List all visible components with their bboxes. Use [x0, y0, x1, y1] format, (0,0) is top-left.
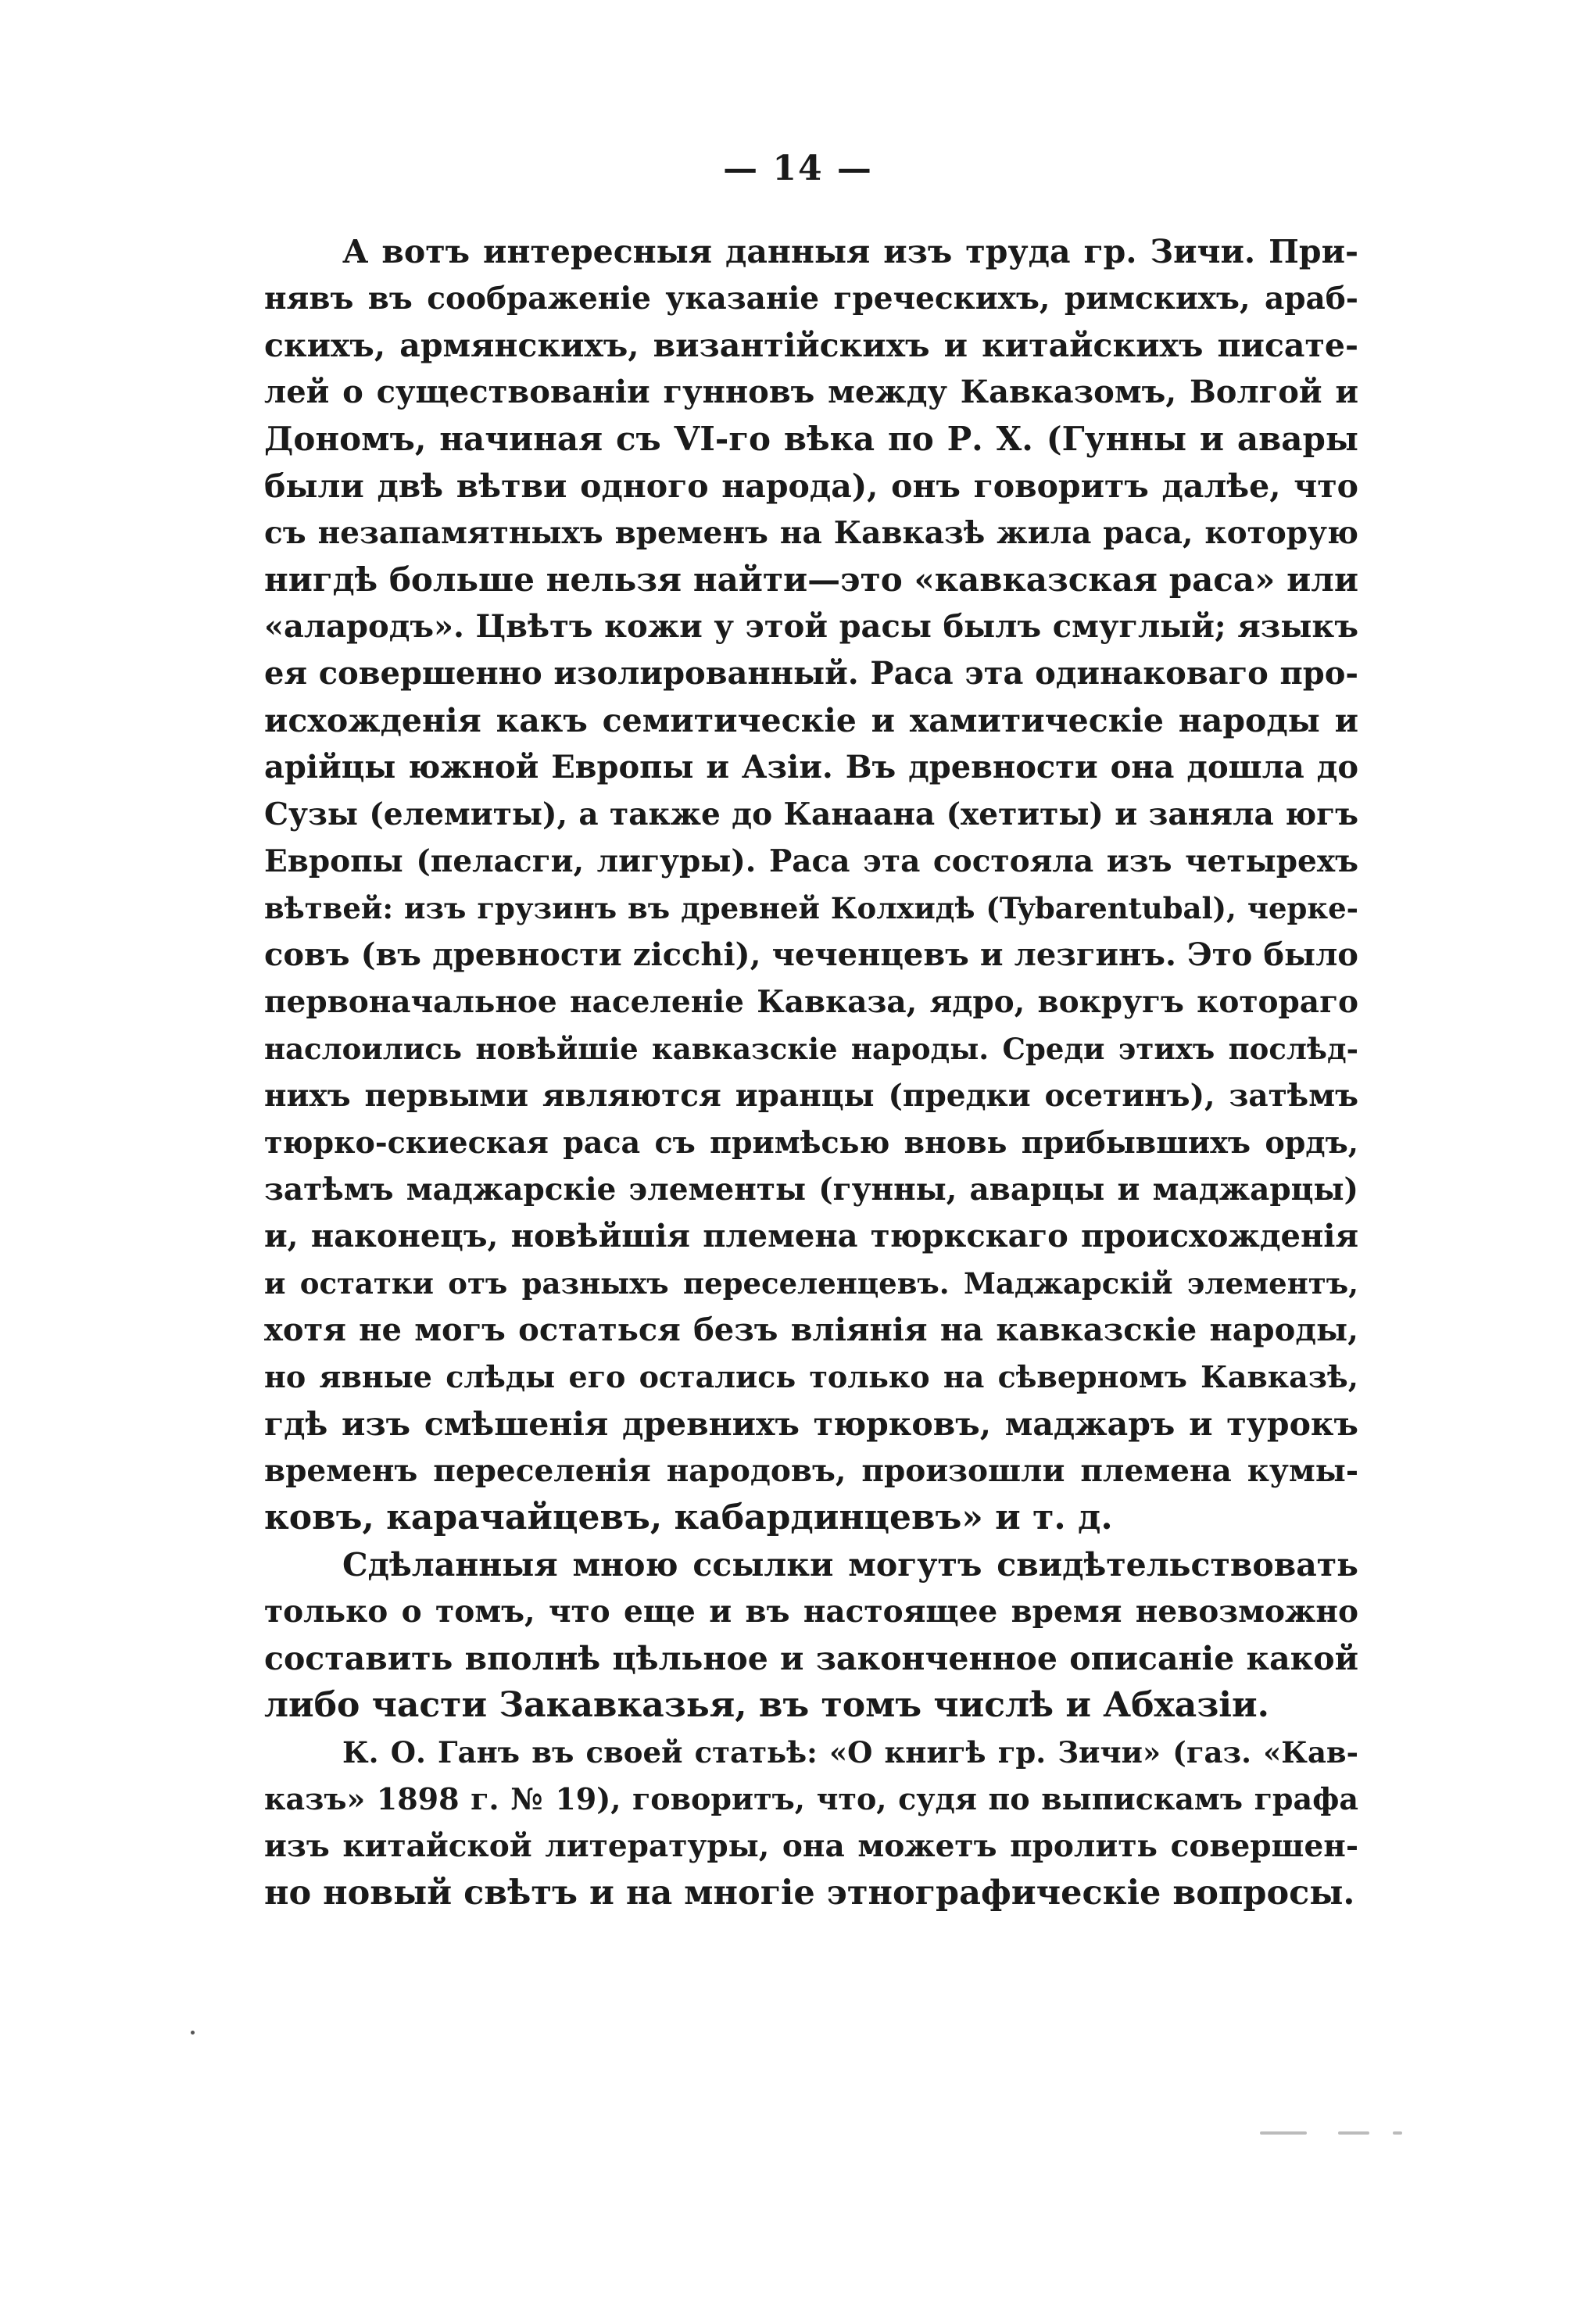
text-line: временъ переселенія народовъ, произошли племена кумы-: [264, 1453, 1358, 1489]
text-line: казъ» 1898 г. № 19), говоритъ, что, судя по выпискамъ графа: [264, 1781, 1358, 1816]
text-line: «алародъ». Цвѣтъ кожи у этой расы былъ смуглый; языкъ: [264, 608, 1358, 645]
text-line: Сузы (елемиты), а также до Канаана (хетиты) и заняла югъ: [264, 796, 1358, 832]
text-line: Европы (пеласги, лигуры). Раса эта состояла изъ четырехъ: [264, 843, 1358, 879]
text-line: были двѣ вѣтви одного народа), онъ говоритъ далѣе, что: [264, 467, 1358, 505]
text-line: первоначальное населеніе Кавказа, ядро, вокругъ котораго: [264, 984, 1358, 1020]
text-line: исхожденія какъ семитическіе и хамитическіе народы и: [264, 702, 1358, 739]
text-line: но явные слѣды его остались только на сѣверномъ Кавказѣ,: [264, 1359, 1358, 1394]
text-line: нихъ первыми являются иранцы (предки осетинъ), затѣмъ: [264, 1078, 1358, 1114]
text-line: гдѣ изъ смѣшенія древнихъ тюрковъ, маджаръ и турокъ: [264, 1405, 1358, 1443]
text-line: изъ китайской литературы, она можетъ пролить совершен-: [264, 1828, 1358, 1864]
text-line: нявъ въ соображеніе указаніе греческихъ, римскихъ, араб-: [264, 281, 1358, 317]
text-line: скихъ, армянскихъ, византійскихъ и китайскихъ писате-: [264, 327, 1358, 364]
print-speck: [191, 2031, 195, 2035]
text-line: составить вполнѣ цѣльное и законченное описаніе какой: [264, 1640, 1358, 1677]
text-line: К. О. Ганъ въ своей статьѣ: «О книгѣ гр. Зичи» (газ. «Кав-: [342, 1735, 1358, 1770]
text-line: Дономъ, начиная съ VI-го вѣка по Р. Х. (Гунны и авары: [264, 420, 1358, 458]
text-line: и остатки отъ разныхъ переселенцевъ. Маджарскій элементъ,: [264, 1266, 1358, 1301]
print-speck: [1338, 2131, 1369, 2135]
text-line: ея совершенно изолированный. Раса эта одинаковаго про-: [264, 655, 1358, 692]
text-line: лей о существованіи гунновъ между Кавказомъ, Волгой и: [264, 374, 1358, 410]
text-line: вѣтвей: изъ грузинъ въ древней Колхидѣ (Tybarentubal), черке-: [264, 891, 1358, 925]
page-number: — 14 —: [723, 149, 873, 188]
print-speck: [1393, 2131, 1402, 2135]
text-line: А вотъ интересныя данныя изъ труда гр. Зичи. При-: [342, 233, 1358, 270]
text-line: совъ (въ древности zicchi), чеченцевъ и лезгинъ. Это было: [264, 936, 1358, 973]
print-speck: [1260, 2131, 1307, 2135]
text-line: нигдѣ больше нельзя найти—это «кавказская раса» или: [264, 560, 1358, 599]
text-line: затѣмъ маджарскіе элементы (гунны, аварцы и маджарцы): [264, 1172, 1358, 1208]
text-line: либо части Закавказья, въ томъ числѣ и Абхазіи.: [264, 1685, 1269, 1725]
text-line: тюрко-скиеская раса съ примѣсью вновь прибывшихъ ордъ,: [264, 1125, 1358, 1160]
text-line: хотя не могъ остаться безъ вліянія на кавказскіе народы,: [264, 1312, 1358, 1348]
text-line: съ незапамятныхъ временъ на Кавказѣ жила раса, которую: [264, 515, 1358, 551]
text-line: но новый свѣтъ и на многіе этнографическіе вопросы.: [264, 1874, 1355, 1913]
text-line: ковъ, карачайцевъ, кабардинцевъ» и т. д.: [264, 1498, 1113, 1537]
body-text: [264, 228, 1358, 1917]
text-line: арійцы южной Европы и Азіи. Въ древности она дошла до: [264, 749, 1358, 786]
text-line: наслоились новѣйшіе кавказскіе народы. Среди этихъ послѣд-: [264, 1032, 1358, 1066]
text-line: только о томъ, что еще и въ настоящее время невозможно: [264, 1594, 1358, 1630]
text-line: Сдѣланныя мною ссылки могутъ свидѣтельствовать: [342, 1546, 1358, 1584]
text-line: и, наконецъ, новѣйшія племена тюркскаго происхожденія: [264, 1218, 1358, 1254]
